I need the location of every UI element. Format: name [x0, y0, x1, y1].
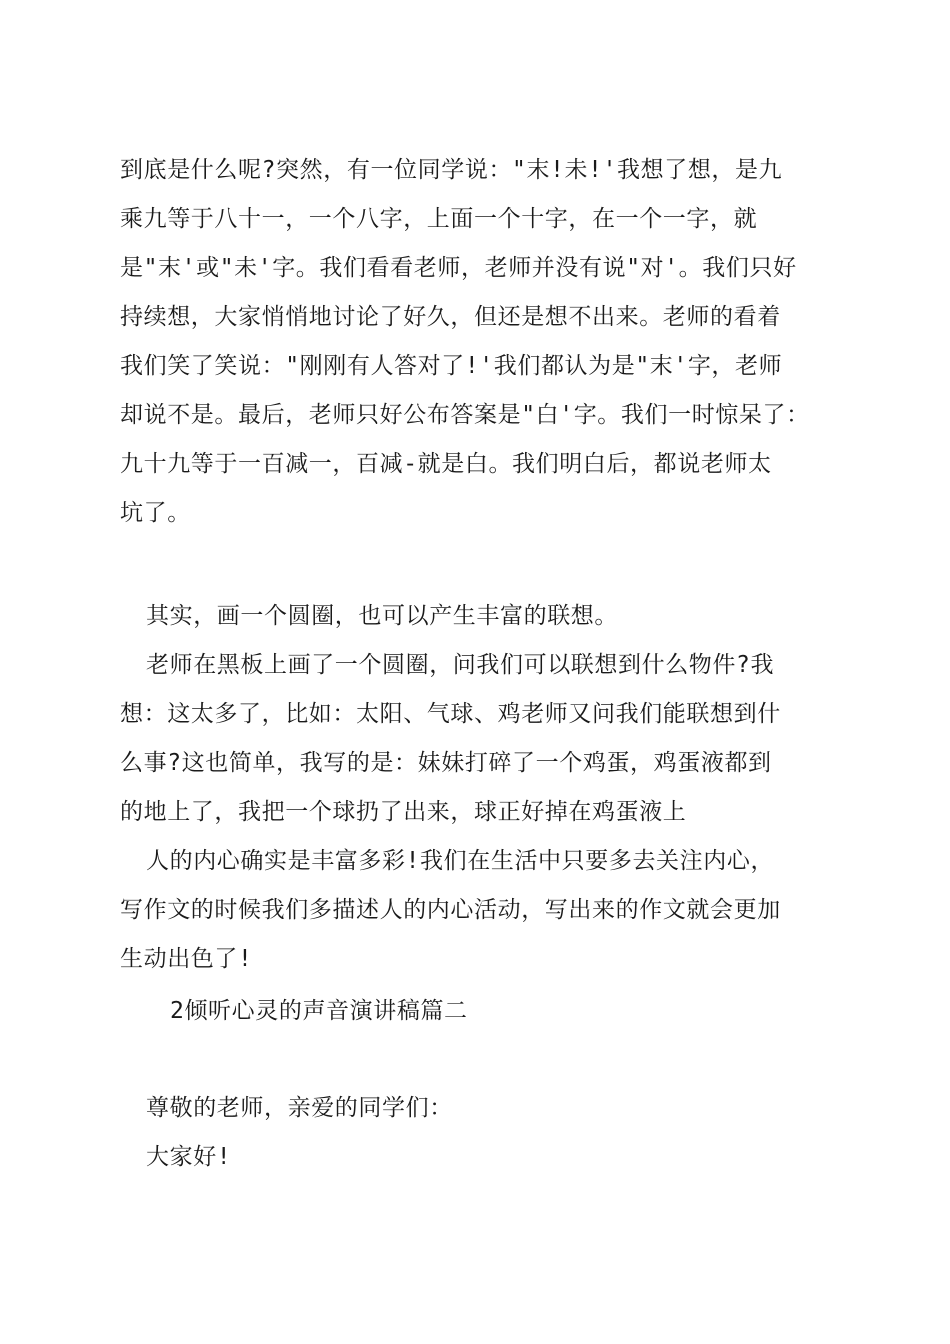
text-line: 其实，画一个圆圈，也可以产生丰富的联想。 — [146, 603, 618, 629]
text-line: 到底是什么呢?突然，有一位同学说："末!未!'我想了想，是九 — [120, 157, 783, 183]
text-line: 人的内心确实是丰富多彩!我们在生活中只要多去关注内心， — [146, 848, 775, 874]
text-line: 生动出色了! — [120, 946, 253, 972]
text-line: 尊敬的老师，亲爱的同学们： — [146, 1095, 453, 1121]
text-line: 是"末'或"未'字。我们看看老师，老师并没有说"对'。我们只好 — [120, 255, 797, 281]
text-line: 么事?这也简单，我写的是：妹妹打碎了一个鸡蛋，鸡蛋液都到 — [120, 750, 772, 776]
text-line: 写作文的时候我们多描述人的内心活动，写出来的作文就会更加 — [120, 897, 781, 923]
text-line: 大家好! — [146, 1144, 232, 1170]
text-line: 乘九等于八十一，一个八字，上面一个十字，在一个一字，就 — [120, 206, 758, 232]
text-line: 我们笑了笑说："刚刚有人答对了!'我们都认为是"末'字，老师 — [120, 353, 783, 379]
text-line: 九十九等于一百减一，百减-就是白。我们明白后，都说老师太 — [120, 451, 772, 477]
section-heading: 2倾听心灵的声音演讲稿篇二 — [170, 998, 468, 1024]
text-line: 老师在黑板上画了一个圆圈，问我们可以联想到什么物件?我 — [146, 652, 775, 678]
text-line: 的地上了，我把一个球扔了出来，球正好掉在鸡蛋液上 — [120, 799, 687, 825]
text-line: 想：这太多了，比如：太阳、气球、鸡老师又问我们能联想到什 — [120, 701, 781, 727]
text-line: 却说不是。最后，老师只好公布答案是"白'字。我们一时惊呆了： — [120, 402, 810, 428]
text-line: 坑了。 — [120, 500, 191, 526]
text-line: 持续想，大家悄悄地讨论了好久，但还是想不出来。老师的看着 — [120, 304, 781, 330]
